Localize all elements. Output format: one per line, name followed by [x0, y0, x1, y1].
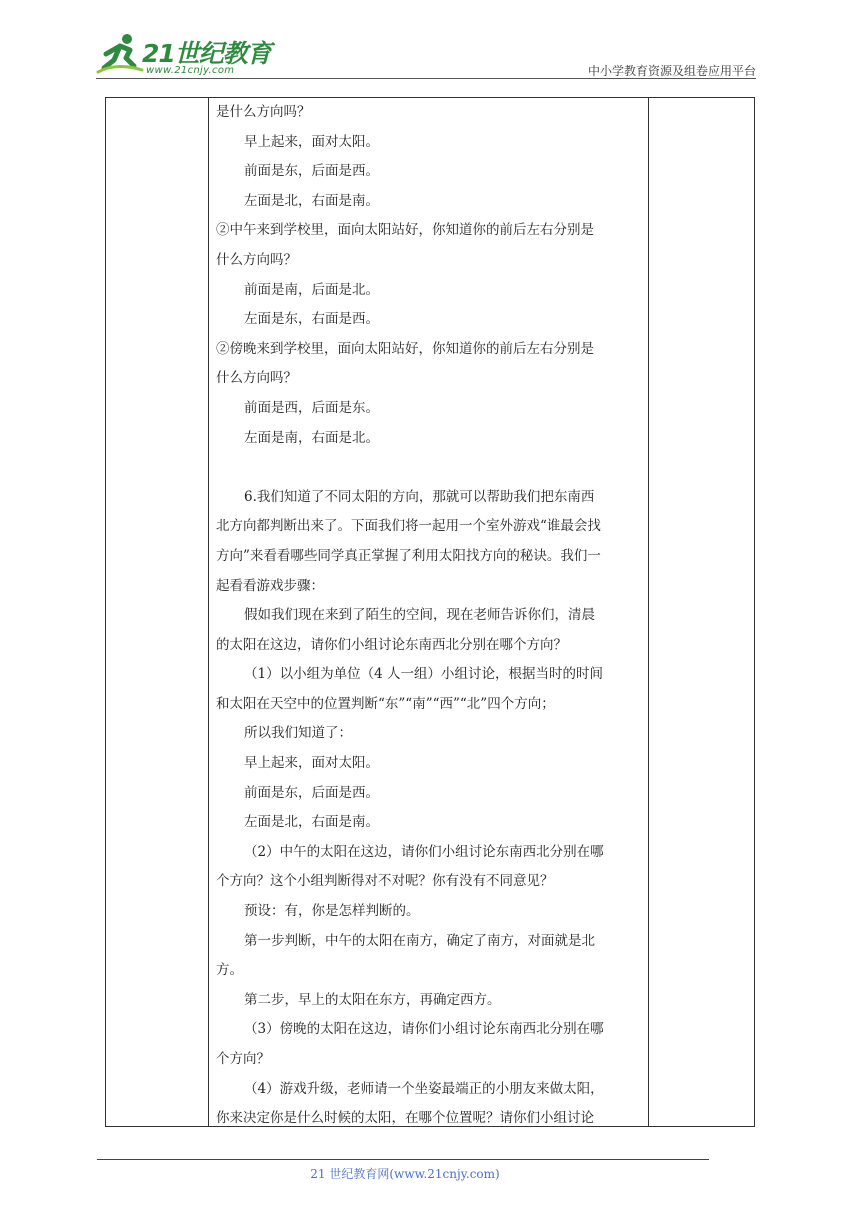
logo-title: 21世纪教育	[142, 39, 271, 68]
header-divider	[96, 78, 756, 79]
text-line: 方。	[216, 962, 243, 979]
text-line: 前面是西，后面是东。	[244, 399, 379, 416]
logo-url: www.21cnjy.com	[146, 65, 235, 76]
footer-link[interactable]: 21 世纪教育网(www.21cnjy.com)	[310, 1167, 500, 1181]
text-line: 个方向？这个小组判断得对不对呢？你有没有不同意见？	[216, 873, 554, 890]
text-line: 第二步，早上的太阳在东方，再确定西方。	[244, 991, 501, 1008]
text-line: 的太阳在这边，请你们小组讨论东南西北分别在哪个方向？	[216, 636, 567, 653]
text-line: 起看看游戏步骤：	[216, 577, 324, 594]
lesson-content	[216, 98, 648, 1134]
lesson-table	[105, 97, 755, 1127]
text-line: 什么方向吗？	[216, 370, 297, 387]
runner-logo-icon	[96, 32, 144, 76]
text-line: 第一步判断，中午的太阳在南方，确定了南方，对面就是北	[244, 932, 595, 949]
page-header	[0, 0, 860, 80]
blank-line	[216, 453, 648, 483]
footer-divider	[97, 1159, 709, 1160]
text-line: 左面是东，右面是西。	[244, 311, 379, 328]
text-line: 早上起来，面对太阳。	[244, 755, 379, 772]
text-line: 个方向？	[216, 1051, 270, 1067]
text-line: 所以我们知道了：	[244, 725, 352, 742]
text-line: 6.我们知道了不同太阳的方向，那就可以帮助我们把东南西	[244, 488, 595, 505]
text-line: 预设：有，你是怎样判断的。	[244, 903, 420, 920]
text-line: 北方向都判断出来了。下面我们将一起用一个室外游戏“谁最会找	[216, 518, 601, 535]
text-line: 是什么方向吗？	[216, 104, 311, 120]
text-line: 假如我们现在来到了陌生的空间，现在老师告诉你们，清晨	[244, 607, 595, 624]
column-divider-left	[208, 98, 209, 1126]
site-logo[interactable]	[96, 32, 271, 78]
text-line: （4）游戏升级，老师请一个坐姿最端正的小朋友来做太阳，	[244, 1080, 604, 1097]
column-divider-right	[648, 98, 649, 1126]
platform-name: 中小学教育资源及组卷应用平台	[587, 64, 756, 78]
text-line: （1）以小组为单位（4 人一组）小组讨论，根据当时的时间	[244, 666, 603, 683]
text-line: （3）傍晚的太阳在这边，请你们小组讨论东南西北分别在哪	[244, 1021, 604, 1038]
text-line: 左面是北，右面是南。	[244, 814, 379, 831]
text-line: 早上起来，面对太阳。	[244, 133, 379, 150]
text-line: 方向”来看看哪些同学真正掌握了利用太阳找方向的秘诀。我们一	[216, 547, 601, 564]
text-line: 左面是南，右面是北。	[244, 429, 379, 446]
text-line: 什么方向吗？	[216, 251, 297, 268]
text-line: 你来决定你是什么时候的太阳，在哪个位置呢？请你们小组讨论	[216, 1110, 594, 1127]
text-line: 前面是东，后面是西。	[244, 163, 379, 180]
text-line: ②中午来到学校里，面向太阳站好，你知道你的前后左右分别是	[216, 222, 594, 239]
text-line: 左面是北，右面是南。	[244, 192, 379, 209]
text-line: （2）中午的太阳在这边，请你们小组讨论东南西北分别在哪	[244, 843, 604, 860]
text-line: 前面是东，后面是西。	[244, 784, 379, 801]
text-line: 和太阳在天空中的位置判断“东”“南”“西”“北”四个方向；	[216, 695, 555, 712]
text-line: 前面是南，后面是北。	[244, 281, 379, 298]
text-line: ②傍晚来到学校里，面向太阳站好，你知道你的前后左右分别是	[216, 340, 594, 357]
